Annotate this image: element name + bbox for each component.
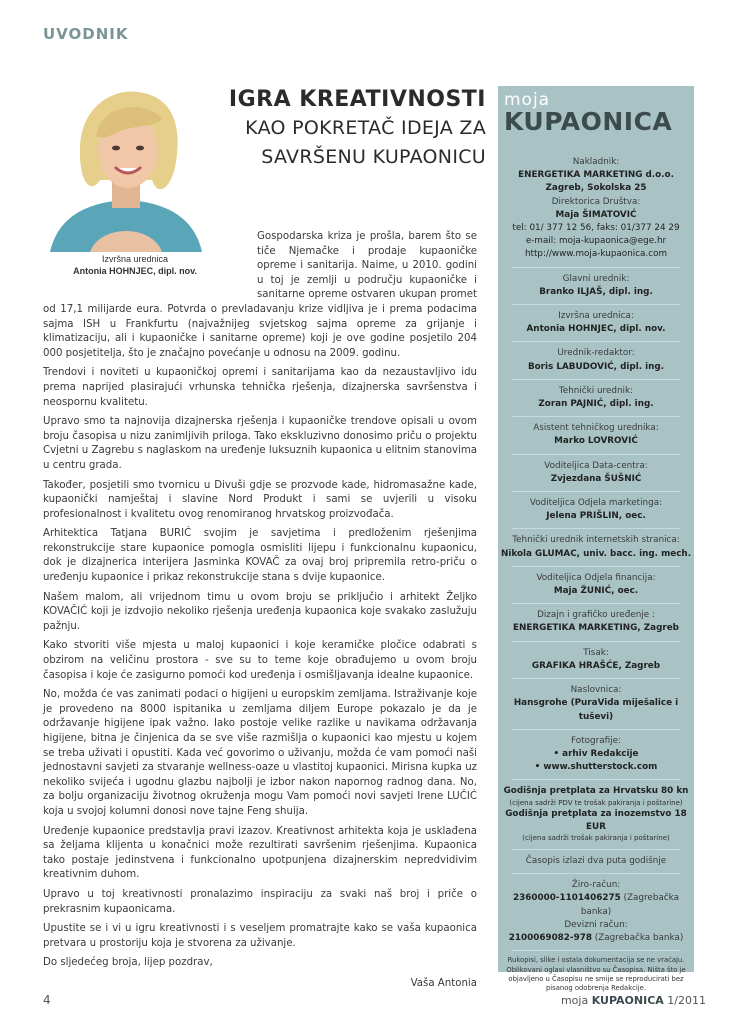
publication-frequency: Časopis izlazi dva puta godišnje	[525, 855, 667, 866]
subscription-domestic-note: (cijena sadrži PDV te trošak pakiranja i poštarine)	[509, 798, 683, 807]
staff-role: Tehnički urednik:	[558, 385, 634, 396]
fx-account-bank: (Zagrebačka banka)	[591, 932, 684, 943]
legal-note: Rukopisi, slike i ostala dokumentacija se ne vraćaju. Oblikovani oglasi vlasništvo su Časopisa. Ništa što je objavljeno u Časopisu ne smije se reproducirati bez pisanog odobrenja Redakcije.	[506, 956, 686, 993]
photos-source-1: • arhiv Redakcije	[553, 748, 639, 759]
separator	[512, 678, 680, 679]
separator	[512, 603, 680, 604]
editorial-article	[43, 230, 477, 992]
caption-role: Izvršna urednica	[101, 254, 169, 264]
headline-line-1: IGRA KREATIVNOSTI	[228, 87, 486, 112]
separator	[512, 304, 680, 305]
staff-name: ENERGETIKA MARKETING, Zagreb	[513, 623, 679, 634]
staff-name: Antonia HOHNJEC, dipl. nov.	[526, 324, 666, 335]
staff-name: Maja ŽUNIĆ, oec.	[553, 586, 639, 597]
caption-name: Antonia HOHNJEC, dipl. nov.	[73, 266, 197, 276]
separator	[512, 950, 680, 951]
article-paragraph: Trendovi i noviteti u kupaoničkoj opremi i sanitarijama kao da nezaustavljivo idu prema naprijed plasirajući vrhunska tehnička rješenja, dizajnerska savršenstva i neospornu kvalitetu.	[43, 367, 477, 408]
separator	[512, 528, 680, 529]
account-bank: (Zagrebačka banka)	[580, 893, 679, 917]
fx-account-label: Devizni račun:	[564, 919, 628, 930]
staff-entry	[498, 273, 694, 299]
account-label: Žiro-račun:	[571, 880, 621, 891]
page-number: 4	[43, 993, 51, 1007]
footer-brand-kupaonica: KUPAONICA	[591, 994, 664, 1007]
staff-role: Tisak:	[583, 647, 609, 658]
staff-role: Voditeljica Odjela financija:	[536, 572, 656, 583]
article-paragraph: Kako stvoriti više mjesta u maloj kupaonici i koje keramičke pločice odabrati s obzirom na veličinu prostora - sve su to teme koje obrađujemo u ovom broju časopisa i koje će zasigurno pomoći kod uređenja i osmišljavanja idealne kupaonice.	[43, 640, 477, 681]
separator	[512, 454, 680, 455]
staff-role: Tehnički urednik internetskih stranica:	[512, 535, 680, 546]
separator	[512, 779, 680, 780]
staff-role: Asistent tehničkog urednika:	[533, 423, 659, 434]
staff-name: GRAFIKA HRAŠĆE, Zagreb	[531, 660, 661, 671]
fx-account-number: 2100069082-978	[508, 932, 592, 943]
headline-line-3: SAVRŠENU KUPAONICU	[261, 146, 486, 168]
cover-label: Naslovnica:	[570, 685, 622, 696]
separator	[512, 729, 680, 730]
footer-brand	[561, 994, 706, 1007]
staff-role: Voditeljica Data-centra:	[544, 460, 648, 471]
staff-role: Izvršna urednica:	[558, 311, 634, 322]
article-paragraph: Upustite se i vi u igru kreativnosti i s veseljem promatrajte kako se vaša kupaonica pretvara u prostoriju koja je stvorena za uživanje.	[43, 923, 477, 949]
staff-role: Voditeljica Odjela marketinga:	[529, 498, 663, 509]
staff-name: Boris LABUDOVIĆ, dipl. ing.	[527, 361, 665, 372]
staff-role: Glavni urednik:	[562, 273, 630, 284]
separator	[512, 849, 680, 850]
contact-email: e-mail: moja-kupaonica@ege.hr	[525, 236, 667, 247]
masthead-brand-moja: moja	[504, 90, 551, 110]
staff-role: Urednik-redaktor:	[557, 348, 635, 359]
publisher-label: Nakladnik:	[572, 157, 620, 167]
article-paragraph: No, možda će vas zanimati podaci o higijeni u europskim zemljama. Istraživanje koje je provedeno na 8000 ispitanika u zemljama diljem Europe pokazalo je da je održavanje higijene ipak važno. Iako postoje velike razlike u navikama održavanja higijene, bitna je činjenica da se sve više razmišlja o kupaonici kao mjestu u kojem se treba uživati i opustiti. Kada već govorimo o uživanju, možda će vam pomoći naši jednostavni savjeti za stvaranje wellness-oaze u vlastitoj kupaonici. Mirisna kupka uz nekoliko svijeća i ugodnu glazbu najbolji je izbor nakon napornog radnog dana. No, za bolju organizaciju životnog okruženja mogu Vam pomoći novi savjeti Irene LUČIĆ koja u svojoj kolumni donosi nove tajne Feng shuija.	[43, 689, 477, 817]
article-paragraph: Arhitektica Tatjana BURIĆ svojim je savjetima i predloženim rješenjima rekonstrukcije stare kupaonice pomogla osmisliti lijepu i funkcionalnu kupaonicu, dok je dizajnerica interijera Jasminka KOVAČ za ovaj broj pripremila retro-priču o uređenju kupaonice i prikaz rekonstrukcije stana s dvije kupaonice.	[43, 528, 477, 584]
staff-entry	[498, 310, 694, 336]
director-name: Maja ŠIMATOVIĆ	[555, 209, 637, 220]
section-label: UVODNIK	[43, 25, 129, 43]
staff-entry	[498, 647, 694, 673]
photos-source-2: • www.shutterstock.com	[534, 762, 658, 773]
article-paragraph: Upravo u toj kreativnosti pronalazimo inspiraciju za svaki naš broj i priče o prekrasnim kupaonicama.	[43, 888, 477, 915]
staff-name: Branko ILJAŠ, dipl. ing.	[539, 286, 653, 297]
staff-role: Dizajn i grafičko uređenje :	[537, 610, 655, 621]
staff-name: Jelena PRIŠLIN, oec.	[546, 511, 646, 522]
subscription-international: Godišnja pretplata za inozemstvo 18 EUR	[505, 809, 687, 833]
footer-brand-moja: moja	[560, 994, 592, 1007]
staff-entry	[498, 497, 694, 523]
account-number: 2360000-1101406275	[513, 893, 621, 904]
article-signoff: Vaša Antonia	[410, 977, 477, 989]
separator	[512, 416, 680, 417]
staff-entry	[498, 347, 694, 373]
headline-line-2: KAO POKRETAČ IDEJA ZA	[245, 117, 486, 139]
staff-entry	[498, 572, 694, 598]
separator	[512, 267, 680, 268]
headline	[186, 86, 486, 172]
cover-value: Hansgrohe (PuraVida miješalice i tuševi)	[513, 698, 679, 722]
staff-entry	[498, 609, 694, 635]
article-paragraph: Našem malom, ali vrijednom timu u ovom broju se priključio i arhitekt Željko KOVAČIĆ koji je izdvojio nekoliko rješenja uređenja kupaonica koje svakako zaslužuju pažnju.	[43, 591, 477, 632]
staff-entry	[498, 460, 694, 486]
masthead-brand-kupaonica: KUPAONICA	[504, 107, 673, 136]
subscription-international-note: (cijena sadrži trošak pakiranja i poštarine)	[522, 834, 670, 843]
article-paragraph: Do sljedećeg broja, lijep pozdrav,	[43, 957, 213, 969]
separator	[512, 641, 680, 642]
footer-issue: 1/2011	[663, 994, 706, 1007]
staff-name: Zvjezdana ŠUŠNIĆ	[550, 473, 642, 484]
contact-phone: tel: 01/ 377 12 56, faks: 01/377 24 29	[512, 223, 680, 234]
subscription-domestic: Godišnja pretplata za Hrvatsku 80 kn	[503, 786, 689, 797]
director-label: Direktorica Društva:	[551, 196, 641, 207]
separator	[512, 873, 680, 874]
masthead-credits	[498, 156, 694, 994]
article-paragraph: Uređenje kupaonice predstavlja pravi izazov. Kreativnost arhitekta koja je usklađena sa željama klijenta u konačnici može rezultirati savršenim rješenjima. Kupaonica tako postaje jedinstvena i funkcionalno upotpunjena dizajnerskim nepredvidivim kreativnim duhom.	[43, 825, 477, 881]
staff-name: Marko LOVROVIĆ	[554, 436, 638, 447]
staff-list	[498, 273, 694, 679]
photos-label: Fotografije:	[571, 735, 621, 746]
publisher-address: Zagreb, Sokolska 25	[545, 183, 647, 194]
staff-entry	[498, 534, 694, 560]
separator	[512, 491, 680, 492]
separator	[512, 379, 680, 380]
staff-entry	[498, 422, 694, 448]
publisher-name: ENERGETIKA MARKETING d.o.o.	[518, 170, 674, 181]
separator	[512, 341, 680, 342]
contact-web: http://www.moja-kupaonica.com	[524, 249, 668, 260]
article-paragraph: Upravo smo ta najnovija dizajnerska rješenja i kupaoničke trendove opisali u ovom broju časopisa u nizu zanimljivih priloga. Tako ekskluzivno donosimo priču o projektu Cvjetni u Zagrebu s naglaskom na uređenje luksuznih kupaonica u elitnim stanovima u centru grada.	[43, 416, 477, 471]
staff-entry	[498, 385, 694, 411]
separator	[512, 566, 680, 567]
masthead-sidebar	[498, 86, 694, 993]
article-paragraph: Također, posjetili smo tvornicu u Divuši gdje se prozvode kade, hidromasažne kade, kupaonički namještaj i slavine Nord Produkt i sami se uvjerili u visoku profesionalnost i kvalitetu ovog renomiranog hrvatskog proizvođača.	[43, 479, 477, 520]
article-paragraph: Gospodarska kriza je prošla, barem što se tiče Njemačke i prodaje kupaoničke opreme i sanitarija. Naime, u 2010. godini u toj je zemlji u području kupaoničke i sanitarne opreme ostvaren ukupan promet od 17,1 milijarde eura. Potvrda o prevladavanju krize vidljiva je i prema podacima sajma ISH u Frankfurtu (najvažnijeg svjetskog sajma opreme za grijanje i klimatizaciju, ali i kupaoničke i sanitarne opreme) koji je ove godine posjetilo 204 000 posjetitelja, što je značajno povećanje u odnosu na 2009. godinu.	[43, 231, 477, 359]
staff-name: Nikola GLUMAC, univ. bacc. ing. mech.	[500, 548, 692, 559]
staff-name: Zoran PAJNIĆ, dipl. ing.	[538, 399, 654, 410]
